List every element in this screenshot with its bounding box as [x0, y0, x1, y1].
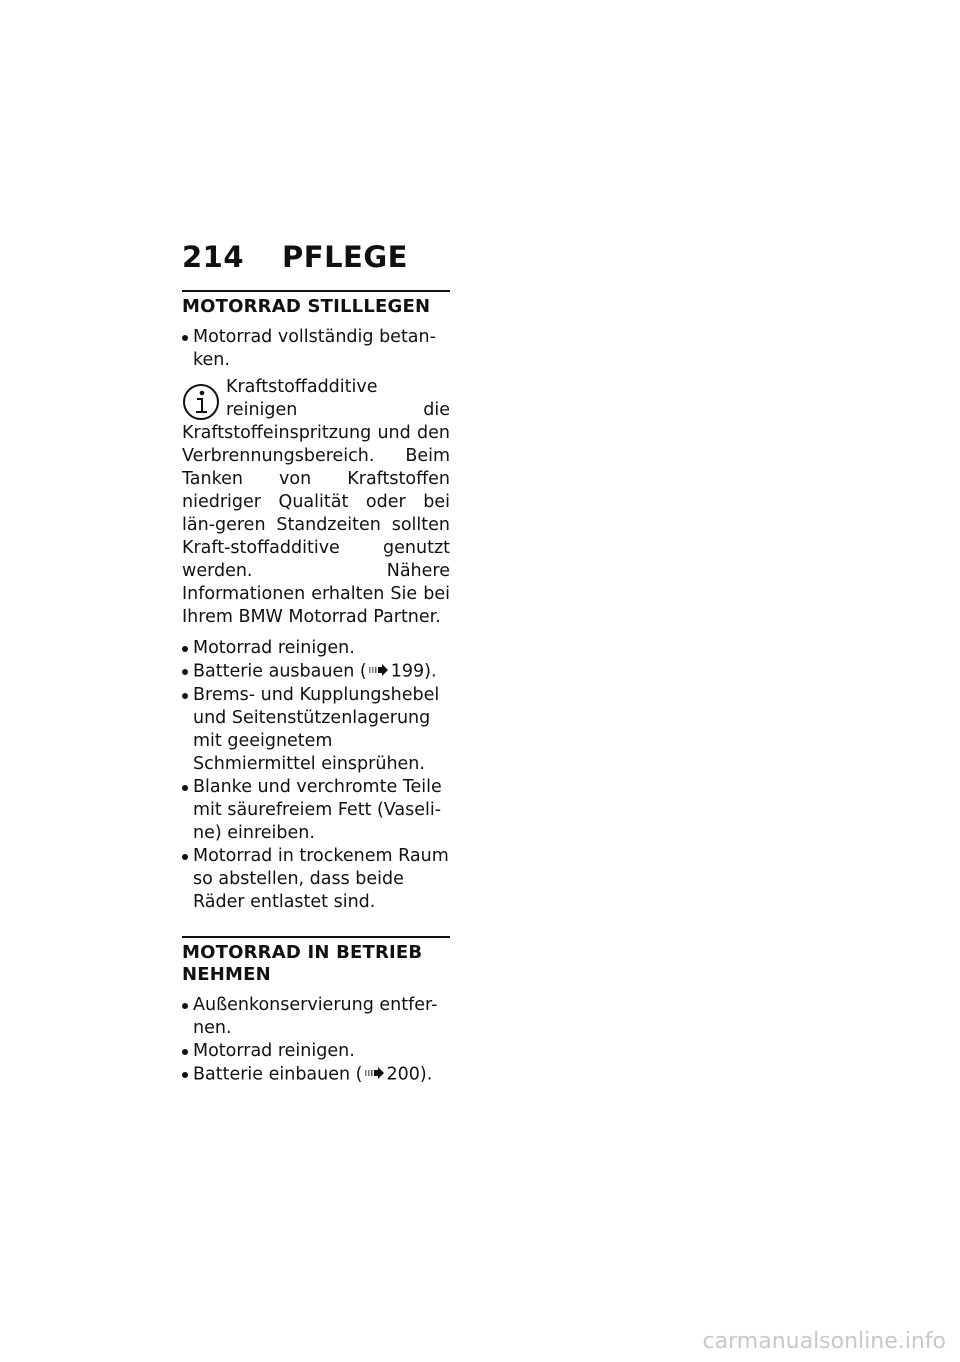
list-item: Blanke und verchromte Teile mit säurefreiem Fett (Vaseli-ne) einreiben. — [182, 776, 450, 845]
content-column — [182, 290, 450, 1086]
page-reference-link[interactable]: 199 — [390, 661, 425, 682]
stilllegen-list — [182, 326, 450, 372]
section-title-in-betrieb-nehmen: MOTORRAD IN BETRIEB NEHMEN — [182, 941, 423, 985]
list-item-batterie-einbauen: Batterie einbauen ( 200). — [182, 1063, 450, 1087]
list-item: Brems- und Kupplungshebel und Seitenstützenlagerung mit geeignetem Schmiermittel einsprühen. — [182, 684, 450, 776]
section-title-stilllegen: MOTORRAD STILLLEGEN — [182, 296, 431, 317]
list-item: Motorrad in trockenem Raum so abstellen, dass beide Räder entlastet sind. — [182, 845, 450, 914]
section-divider — [182, 936, 450, 938]
chapter-title: PFLEGE — [282, 240, 408, 274]
watermark: carmanualsonline.info — [702, 1329, 946, 1354]
section-divider — [182, 290, 450, 292]
page-reference-link[interactable]: 200 — [386, 1064, 420, 1084]
page-number: 214 — [182, 240, 245, 274]
list-item-batterie-ausbauen: Batterie ausbauen ( 199). — [182, 660, 450, 684]
in-betrieb-list — [182, 994, 450, 1087]
arrow-right-icon — [365, 1063, 385, 1086]
arrow-right-icon — [369, 660, 389, 683]
stilllegen-list-continued — [182, 637, 450, 914]
info-icon — [182, 382, 220, 422]
list-item: Außenkonservierung entfer-nen. — [182, 994, 450, 1040]
info-note — [182, 376, 450, 629]
info-text: Kraftstoffadditive reinigen die Kraftstoffeinspritzung und den Verbrennungsbereich. Beim Tanken von Kraftstoffen niedriger Qualität oder bei län-geren Standzeiten sollten Kraft-stoffadditive genutzt werden. Nähere Informationen erhalten Sie bei Ihrem BMW Motorrad Partner. — [182, 377, 450, 627]
page-header — [182, 240, 408, 274]
list-item: Motorrad vollständig betan-ken. — [182, 326, 450, 372]
list-item: Motorrad reinigen. — [182, 637, 450, 660]
list-item: Motorrad reinigen. — [182, 1040, 450, 1063]
